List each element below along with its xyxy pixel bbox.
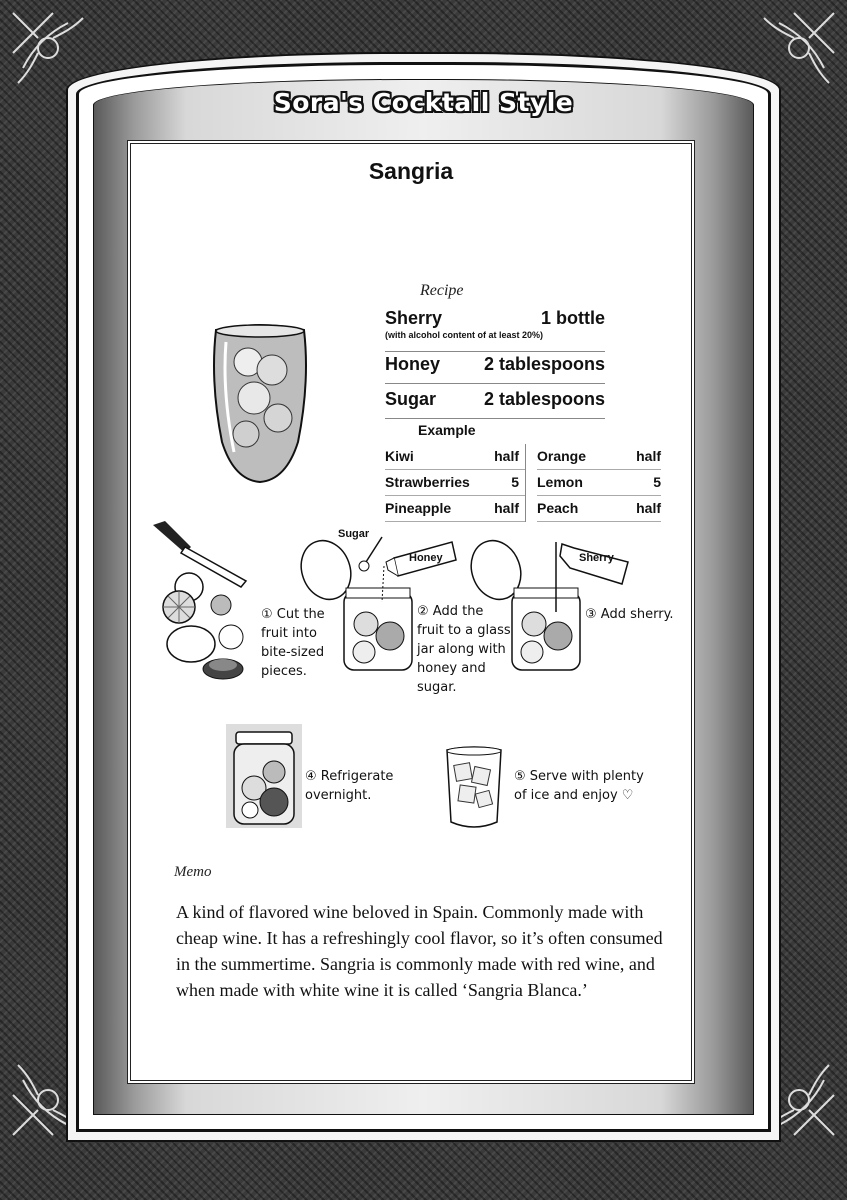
step3-number: ③ bbox=[585, 607, 597, 622]
fruit-name: Lemon bbox=[537, 474, 583, 490]
fruit-name: Peach bbox=[537, 500, 579, 516]
step5-number: ⑤ bbox=[514, 769, 526, 784]
step1-line: ① Cut the bbox=[261, 607, 325, 622]
step1-fruit-illustration bbox=[151, 519, 251, 684]
step5-text: ⑤ Serve with plenty of ice and enjoy ♡ bbox=[514, 769, 644, 803]
step3-text: ③ Add sherry. bbox=[585, 607, 674, 622]
fruit-name: Orange bbox=[537, 448, 587, 464]
ingredient-name: Sugar bbox=[385, 389, 437, 409]
example-label: Example bbox=[418, 422, 476, 438]
example-row bbox=[385, 496, 525, 522]
step1-number: ① bbox=[261, 607, 273, 622]
fruit-name: Kiwi bbox=[385, 448, 414, 464]
example-column-left bbox=[385, 444, 526, 522]
ingredient-amount: 2 tablespoons bbox=[483, 389, 605, 409]
step2-number: ② bbox=[417, 604, 429, 619]
ingredient-amount: 1 bottle bbox=[540, 308, 605, 328]
step4-number: ④ bbox=[305, 769, 317, 784]
step4-jar-illustration bbox=[226, 724, 302, 828]
ingredient-row-honey bbox=[385, 354, 605, 384]
fruit-name: Strawberries bbox=[385, 474, 470, 490]
cocktail-title: Sangria bbox=[368, 158, 454, 184]
memo-label: Memo bbox=[174, 864, 212, 880]
fruit-qty: half bbox=[494, 448, 519, 464]
sangria-glass-illustration bbox=[206, 322, 314, 484]
step1-line: bite-sized bbox=[261, 645, 325, 660]
ingredient-name: Sherry bbox=[385, 308, 443, 328]
series-title: Sora's Cocktail Style bbox=[273, 88, 574, 117]
fruit-qty: half bbox=[636, 448, 661, 464]
sherry-label: Sherry bbox=[579, 552, 614, 564]
recipe-card bbox=[127, 140, 695, 1084]
step1-line: pieces. bbox=[261, 664, 307, 679]
step5-glass-illustration bbox=[441, 744, 507, 832]
memo-text: A kind of flavored wine beloved in Spain. Commonly made with cheap wine. It has a refreshingly cool flavor, so it’s often consumed in the summertime. Sangria is commonly made with red wine, and when made with white wine it is called ‘Sangria Blanca.’ bbox=[176, 902, 663, 1000]
ingredient-row-sugar bbox=[385, 389, 605, 419]
example-column-right bbox=[537, 444, 661, 522]
sugar-label: Sugar bbox=[338, 528, 370, 540]
fruit-qty: half bbox=[494, 500, 519, 516]
example-row bbox=[537, 470, 661, 496]
step4-text: ④ Refrigerate overnight. bbox=[305, 769, 394, 803]
honey-label: Honey bbox=[409, 552, 443, 564]
example-row bbox=[385, 470, 525, 496]
step1-line: fruit into bbox=[261, 626, 317, 641]
fruit-qty: 5 bbox=[653, 474, 661, 490]
ingredient-note: (with alcohol content of at least 20%) bbox=[385, 330, 544, 340]
example-row bbox=[537, 496, 661, 522]
ingredient-name: Honey bbox=[385, 354, 441, 374]
recipe-label: Recipe bbox=[420, 282, 464, 299]
ingredient-amount: 2 tablespoons bbox=[483, 354, 605, 374]
fruit-name: Pineapple bbox=[385, 500, 452, 516]
step2-text: ② Add the fruit to a glass jar along with honey and sugar. bbox=[417, 604, 511, 695]
example-row bbox=[385, 444, 525, 470]
fruit-qty: half bbox=[636, 500, 661, 516]
fruit-qty: 5 bbox=[511, 474, 519, 490]
example-row bbox=[537, 444, 661, 470]
